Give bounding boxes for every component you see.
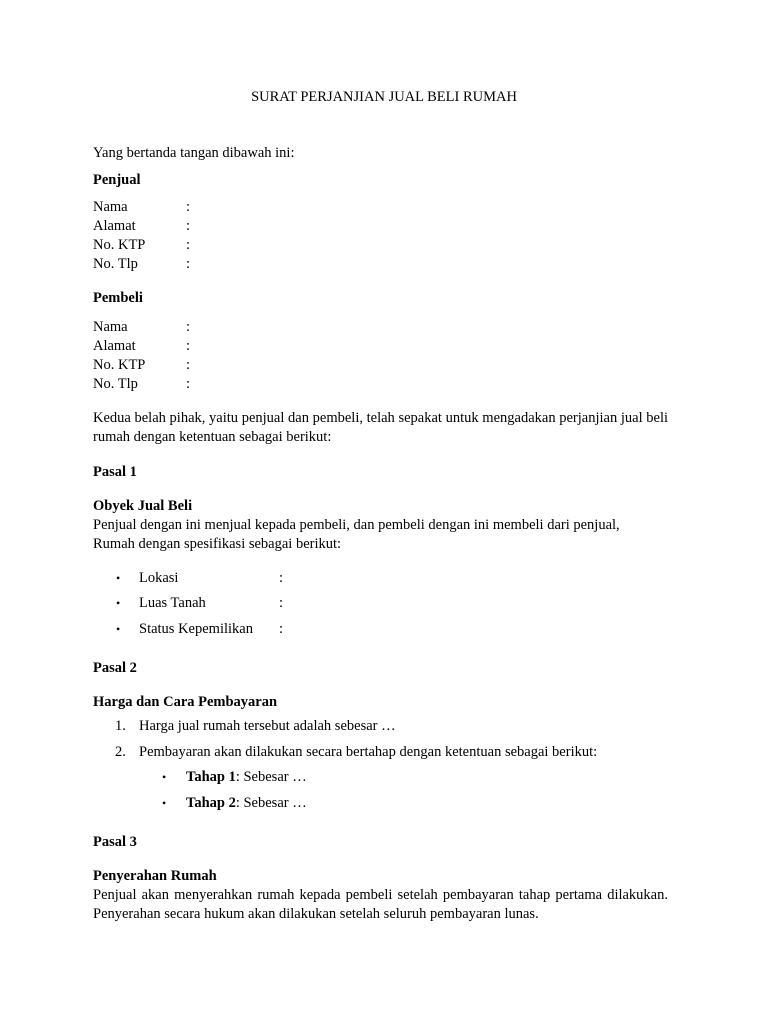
penjual-field-ktp bbox=[93, 236, 668, 255]
field-separator: : bbox=[186, 319, 191, 335]
list-number: 2. bbox=[115, 744, 126, 760]
stage-content bbox=[186, 768, 307, 787]
pasal-2-subheading: Harga dan Cara Pembayaran bbox=[93, 694, 278, 710]
spec-label: Status Kepemilikan bbox=[139, 621, 253, 637]
bullet-icon: • bbox=[162, 770, 167, 784]
stage-label: Tahap 1 bbox=[186, 769, 236, 785]
agreement-paragraph: Kedua belah pihak, yaitu penjual dan pembeli, telah sepakat untuk mengadakan perjanjian jual beli rumah dengan ketentuan sebagai berikut: bbox=[93, 410, 668, 445]
spec-item-status bbox=[93, 620, 668, 639]
spec-separator: : bbox=[279, 595, 284, 611]
spec-item-content bbox=[139, 594, 283, 613]
pembeli-heading: Pembeli bbox=[93, 290, 143, 306]
intro-text: Yang bertanda tangan dibawah ini: bbox=[93, 145, 295, 161]
pembeli-field-ktp bbox=[93, 356, 668, 375]
field-separator: : bbox=[186, 357, 191, 373]
field-label: Nama bbox=[93, 199, 128, 215]
field-label: No. KTP bbox=[93, 237, 146, 253]
bullet-icon: • bbox=[162, 796, 167, 810]
field-label: Alamat bbox=[93, 218, 136, 234]
penjual-field-nama bbox=[93, 198, 668, 217]
field-label: No. KTP bbox=[93, 357, 146, 373]
field-label: No. Tlp bbox=[93, 256, 138, 272]
list-number: 1. bbox=[115, 718, 126, 734]
payment-stage-1 bbox=[93, 768, 668, 787]
bullet-icon: • bbox=[116, 571, 121, 585]
bullet-icon: • bbox=[116, 596, 121, 610]
list-text: Pembayaran akan dilakukan secara bertahap dengan ketentuan sebagai berikut: bbox=[139, 744, 598, 760]
field-separator: : bbox=[186, 237, 191, 253]
payment-stage-2 bbox=[93, 794, 668, 813]
pasal-1-text-line-1: Penjual dengan ini menjual kepada pembeli, dan pembeli dengan ini membeli dari penjual, bbox=[93, 517, 620, 533]
pembeli-field-tlp bbox=[93, 375, 668, 394]
spec-item-content bbox=[139, 620, 283, 639]
field-separator: : bbox=[186, 338, 191, 354]
field-separator: : bbox=[186, 256, 191, 272]
payment-item-2 bbox=[93, 743, 668, 762]
pasal-1-text-line-2: Rumah dengan spesifikasi sebagai berikut: bbox=[93, 536, 342, 552]
spec-label: Lokasi bbox=[139, 570, 179, 586]
field-separator: : bbox=[186, 376, 191, 392]
pasal-3-subheading: Penyerahan Rumah bbox=[93, 868, 217, 884]
list-text: Harga jual rumah tersebut adalah sebesar … bbox=[139, 718, 396, 734]
field-label: No. Tlp bbox=[93, 376, 138, 392]
spec-separator: : bbox=[279, 570, 284, 586]
penjual-field-tlp bbox=[93, 255, 668, 274]
spec-item-content bbox=[139, 569, 283, 588]
pembeli-field-alamat bbox=[93, 337, 668, 356]
payment-item-1 bbox=[93, 717, 668, 736]
pembeli-field-nama bbox=[93, 318, 668, 337]
spec-separator: : bbox=[279, 621, 284, 637]
document-title: SURAT PERJANJIAN JUAL BELI RUMAH bbox=[251, 89, 517, 105]
pasal-3-heading: Pasal 3 bbox=[93, 834, 137, 850]
pasal-1-heading: Pasal 1 bbox=[93, 464, 137, 480]
field-label: Nama bbox=[93, 319, 128, 335]
stage-text: : Sebesar … bbox=[235, 795, 307, 811]
pasal-2-heading: Pasal 2 bbox=[93, 660, 137, 676]
field-separator: : bbox=[186, 199, 191, 215]
spec-label: Luas Tanah bbox=[139, 595, 206, 611]
penjual-heading: Penjual bbox=[93, 172, 141, 188]
spec-item-lokasi bbox=[93, 569, 668, 588]
stage-label: Tahap 2 bbox=[186, 795, 236, 811]
field-label: Alamat bbox=[93, 338, 136, 354]
bullet-icon: • bbox=[116, 622, 121, 636]
stage-content bbox=[186, 794, 307, 813]
stage-text: : Sebesar … bbox=[235, 769, 307, 785]
spec-item-luas-tanah bbox=[93, 594, 668, 613]
pasal-1-subheading: Obyek Jual Beli bbox=[93, 498, 193, 514]
field-separator: : bbox=[186, 218, 191, 234]
penjual-field-alamat bbox=[93, 217, 668, 236]
pasal-3-paragraph: Penjual akan menyerahkan rumah kepada pembeli setelah pembayaran tahap pertama dilakukan. Penyerahan secara hukum akan dilakukan setelah seluruh pembayaran lunas. bbox=[93, 887, 668, 922]
